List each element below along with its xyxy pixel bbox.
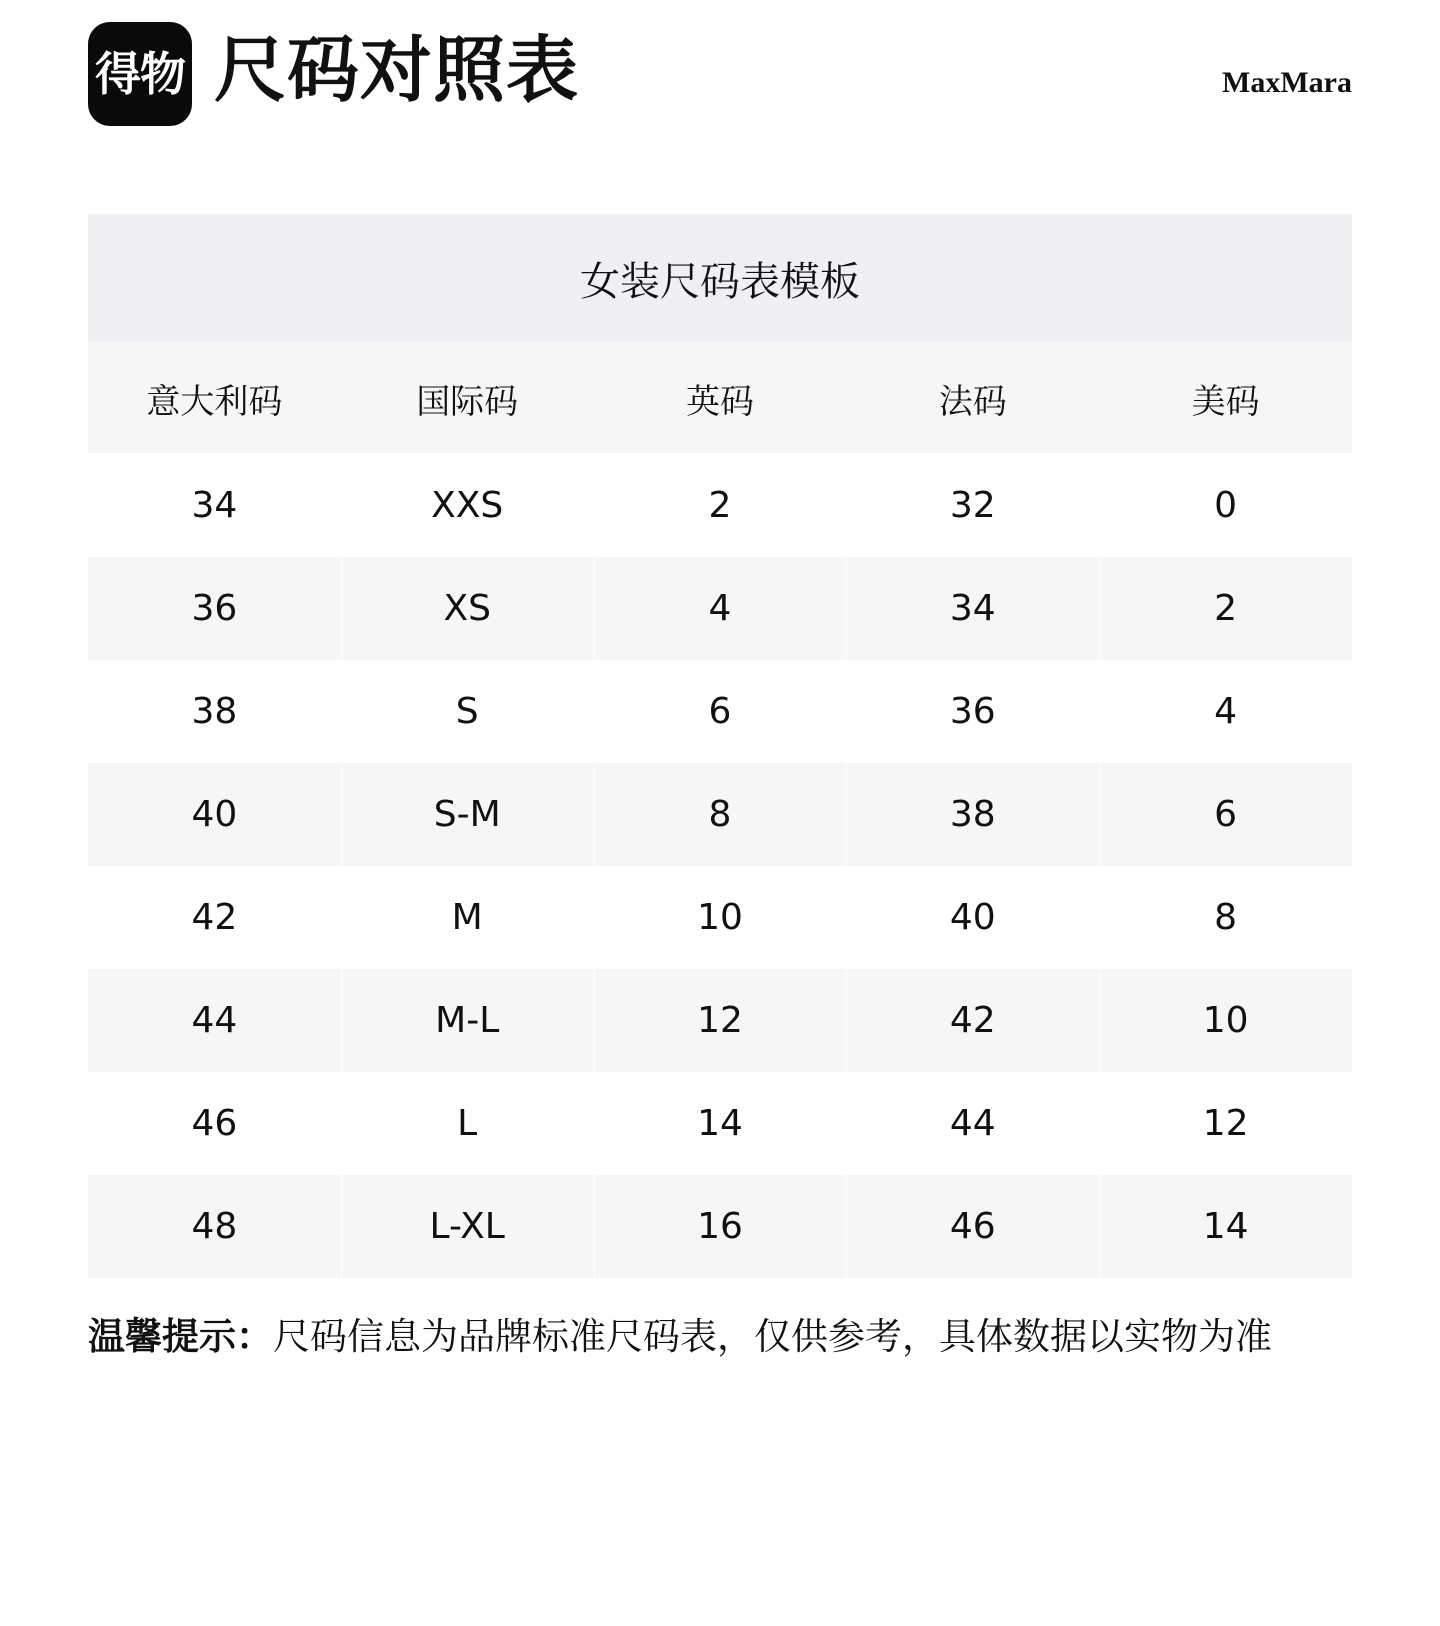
table-row	[88, 660, 1352, 763]
table-row	[88, 1175, 1352, 1278]
table-cell: 2	[594, 454, 847, 557]
page-header	[88, 0, 1352, 170]
table-cell: 4	[594, 557, 847, 660]
table-cell: 40	[88, 763, 341, 866]
table-column-header: 美码	[1099, 342, 1352, 454]
note-block	[88, 1308, 1352, 1365]
table-cell: S-M	[341, 763, 594, 866]
table-cell: 0	[1099, 454, 1352, 557]
table-body	[88, 454, 1352, 1278]
note-text: 尺码信息为品牌标准尺码表，仅供参考，具体数据以实物为准	[273, 1315, 1272, 1358]
table-cell: 34	[846, 557, 1099, 660]
table-cell: 40	[846, 866, 1099, 969]
page-title: 尺码对照表	[214, 28, 580, 112]
table-column-header: 英码	[594, 342, 847, 454]
table-cell: 38	[846, 763, 1099, 866]
table-row	[88, 342, 1352, 454]
logo-text: 得物	[95, 47, 185, 101]
table-cell: 32	[846, 454, 1099, 557]
table-cell: 12	[594, 969, 847, 1072]
table-column-header: 意大利码	[88, 342, 341, 454]
dewu-logo-icon	[88, 22, 192, 126]
table-row	[88, 866, 1352, 969]
table-cell: 44	[846, 1072, 1099, 1175]
table-cell: L	[341, 1072, 594, 1175]
table-cell: XS	[341, 557, 594, 660]
table-cell: 42	[846, 969, 1099, 1072]
table-row	[88, 557, 1352, 660]
table-cell: 8	[1099, 866, 1352, 969]
table-cell: 2	[1099, 557, 1352, 660]
size-table	[88, 342, 1352, 1278]
table-cell: 6	[594, 660, 847, 763]
table-cell: 10	[594, 866, 847, 969]
table-cell: 10	[1099, 969, 1352, 1072]
table-cell: 38	[88, 660, 341, 763]
table-cell: 12	[1099, 1072, 1352, 1175]
table-column-header: 法码	[846, 342, 1099, 454]
table-cell: 34	[88, 454, 341, 557]
table-row	[88, 763, 1352, 866]
table-cell: 16	[594, 1175, 847, 1278]
table-cell: 48	[88, 1175, 341, 1278]
table-row	[88, 1072, 1352, 1175]
table-caption: 女装尺码表模板	[88, 214, 1352, 342]
table-cell: XXS	[341, 454, 594, 557]
size-table-block	[88, 214, 1352, 1278]
note-label: 温馨提示：	[88, 1315, 273, 1358]
table-row	[88, 454, 1352, 557]
table-cell: 8	[594, 763, 847, 866]
table-cell: S	[341, 660, 594, 763]
table-cell: 36	[846, 660, 1099, 763]
table-cell: L-XL	[341, 1175, 594, 1278]
brand-name: MaxMara	[1222, 66, 1352, 99]
table-column-header: 国际码	[341, 342, 594, 454]
table-cell: 46	[846, 1175, 1099, 1278]
table-cell: 44	[88, 969, 341, 1072]
table-cell: 6	[1099, 763, 1352, 866]
table-cell: 4	[1099, 660, 1352, 763]
table-header-row	[88, 342, 1352, 454]
table-cell: 36	[88, 557, 341, 660]
table-cell: 14	[1099, 1175, 1352, 1278]
table-cell: M-L	[341, 969, 594, 1072]
table-cell: 46	[88, 1072, 341, 1175]
table-cell: 14	[594, 1072, 847, 1175]
table-cell: 42	[88, 866, 341, 969]
table-cell: M	[341, 866, 594, 969]
brand-logo	[1222, 18, 1352, 100]
table-row	[88, 969, 1352, 1072]
